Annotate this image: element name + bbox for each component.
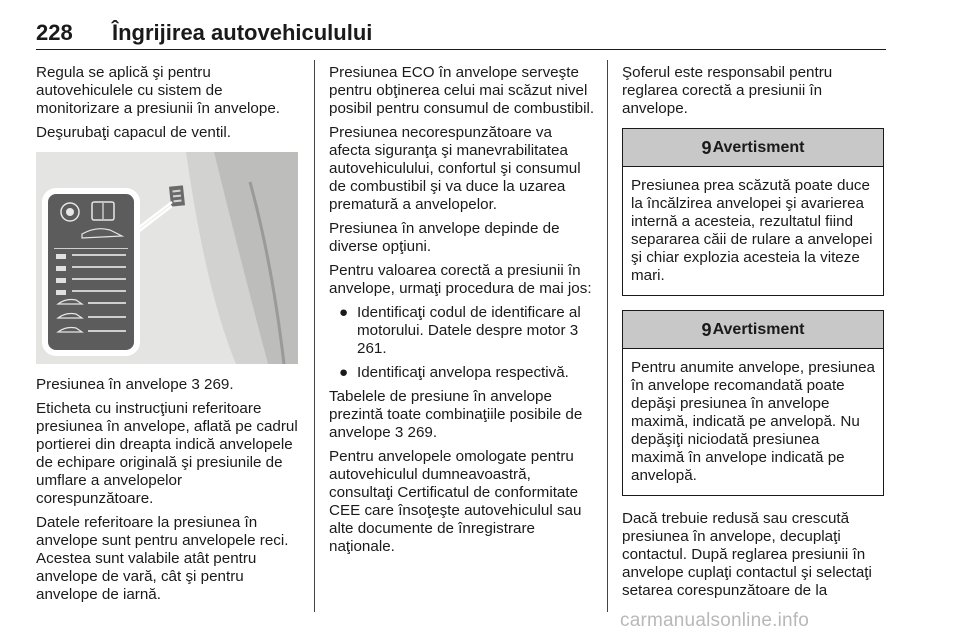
column-divider-2 xyxy=(607,60,608,612)
paragraph: Regula se aplică şi pentru autovehiculele cu sistem de monitorizare a presiunii în anvelope. xyxy=(36,64,280,117)
paragraph: Datele referitoare la presiunea în anvelope sunt pentru anvelopele reci. Acestea sunt valabile atât pentru anvelope de vară, cât şi pentru anvelope de iarnă. xyxy=(36,514,289,603)
page-reference: 3 269. xyxy=(394,424,438,441)
page-reference: 3 261. xyxy=(357,322,579,357)
list-item: ● Identificaţi codul de identificare al motorului. Datele despre motor 3 261. xyxy=(339,304,581,357)
paragraph: Pentru anvelopele omologate pentru autovehiculul dumneavoastră, consultaţi Certificatul de conformitate CEE care însoţeşte autovehiculul sau alte documente de înregistrare naţionale. xyxy=(329,448,582,555)
paragraph: Presiunea necorespunzătoare va afecta siguranţa şi manevrabilitatea autovehiculului, confortul şi consumul de combustibil şi va duce la uzarea prematură a anvelopelor. xyxy=(329,124,581,213)
warning-title: Avertisment xyxy=(712,138,805,156)
warning-icon: 9 xyxy=(701,319,712,340)
page-title: Îngrijirea autovehiculului xyxy=(112,20,373,45)
column-1 xyxy=(36,64,302,610)
page-header xyxy=(36,16,886,50)
page-number: 228 xyxy=(36,20,73,45)
warning-box xyxy=(622,310,884,496)
paragraph: Pentru valoarea corectă a presiunii în anvelope, urmaţi procedura de mai jos: xyxy=(329,262,592,297)
paragraph: Şoferul este responsabil pentru reglarea corectă a presiunii în anvelope. xyxy=(622,64,833,117)
bullet-icon: ● xyxy=(339,304,349,321)
paragraph: Deşurubaţi capacul de ventil. xyxy=(36,124,232,141)
warning-header xyxy=(623,129,883,167)
paragraph: Tabelele de presiune în anvelope prezintă toate combinaţiile posibile de anvelope 3 269. xyxy=(329,388,583,441)
list-item: ● Identificaţi anvelopa respectivă. xyxy=(339,364,569,381)
paragraph: Presiunea în anvelope 3 269. xyxy=(36,376,234,393)
column-divider-1 xyxy=(314,60,315,612)
warning-header xyxy=(623,311,883,349)
page-reference: 3 269. xyxy=(191,376,234,393)
warning-box xyxy=(622,128,884,296)
bullet-icon: ● xyxy=(339,364,349,381)
door-frame-illustration xyxy=(36,152,298,364)
warning-icon: 9 xyxy=(701,137,712,158)
paragraph: Presiunea ECO în anvelope serveşte pentru obţinerea celui mai scăzut nivel posibil pentru consumul de combustibil. xyxy=(329,64,595,117)
paragraph: Dacă trebuie redusă sau crescută presiunea în anvelope, decuplaţi contactul. După reglarea presiunii în anvelope cuplaţi contactul şi selectaţi setarea corespunzătoare de la xyxy=(622,510,872,599)
paragraph: Eticheta cu instrucţiuni referitoare presiunea în anvelope, aflată pe cadrul portierei din dreapta indică anvelopele de echipare originală şi presiunile de umflare a anvelopelor corespunzătoare. xyxy=(36,400,298,507)
procedure-list xyxy=(329,304,595,382)
column-3 xyxy=(622,64,888,606)
warning-text: Pentru anumite anvelope, presiunea în anvelope recomandată poate depăşi presiunea în anvelope maximă, indicată pe anvelopă. Nu depăşiţi niciodată presiunea maximă în anvelope indicată pe anvelopă. xyxy=(631,359,876,484)
watermark: carmanualsonline.info xyxy=(620,610,810,631)
warning-text: Presiunea prea scăzută poate duce la încălzirea anvelopei şi avarierea internă a acesteia, rezultatul fiind separarea căii de rulare a anvelopei şi chiar explozia acesteia la viteze mari. xyxy=(631,177,873,284)
column-2 xyxy=(329,64,595,562)
tire-pressure-label-figure xyxy=(36,152,298,364)
paragraph: Presiunea în anvelope depinde de diverse opţiuni. xyxy=(329,220,560,255)
warning-title: Avertisment xyxy=(712,320,805,338)
